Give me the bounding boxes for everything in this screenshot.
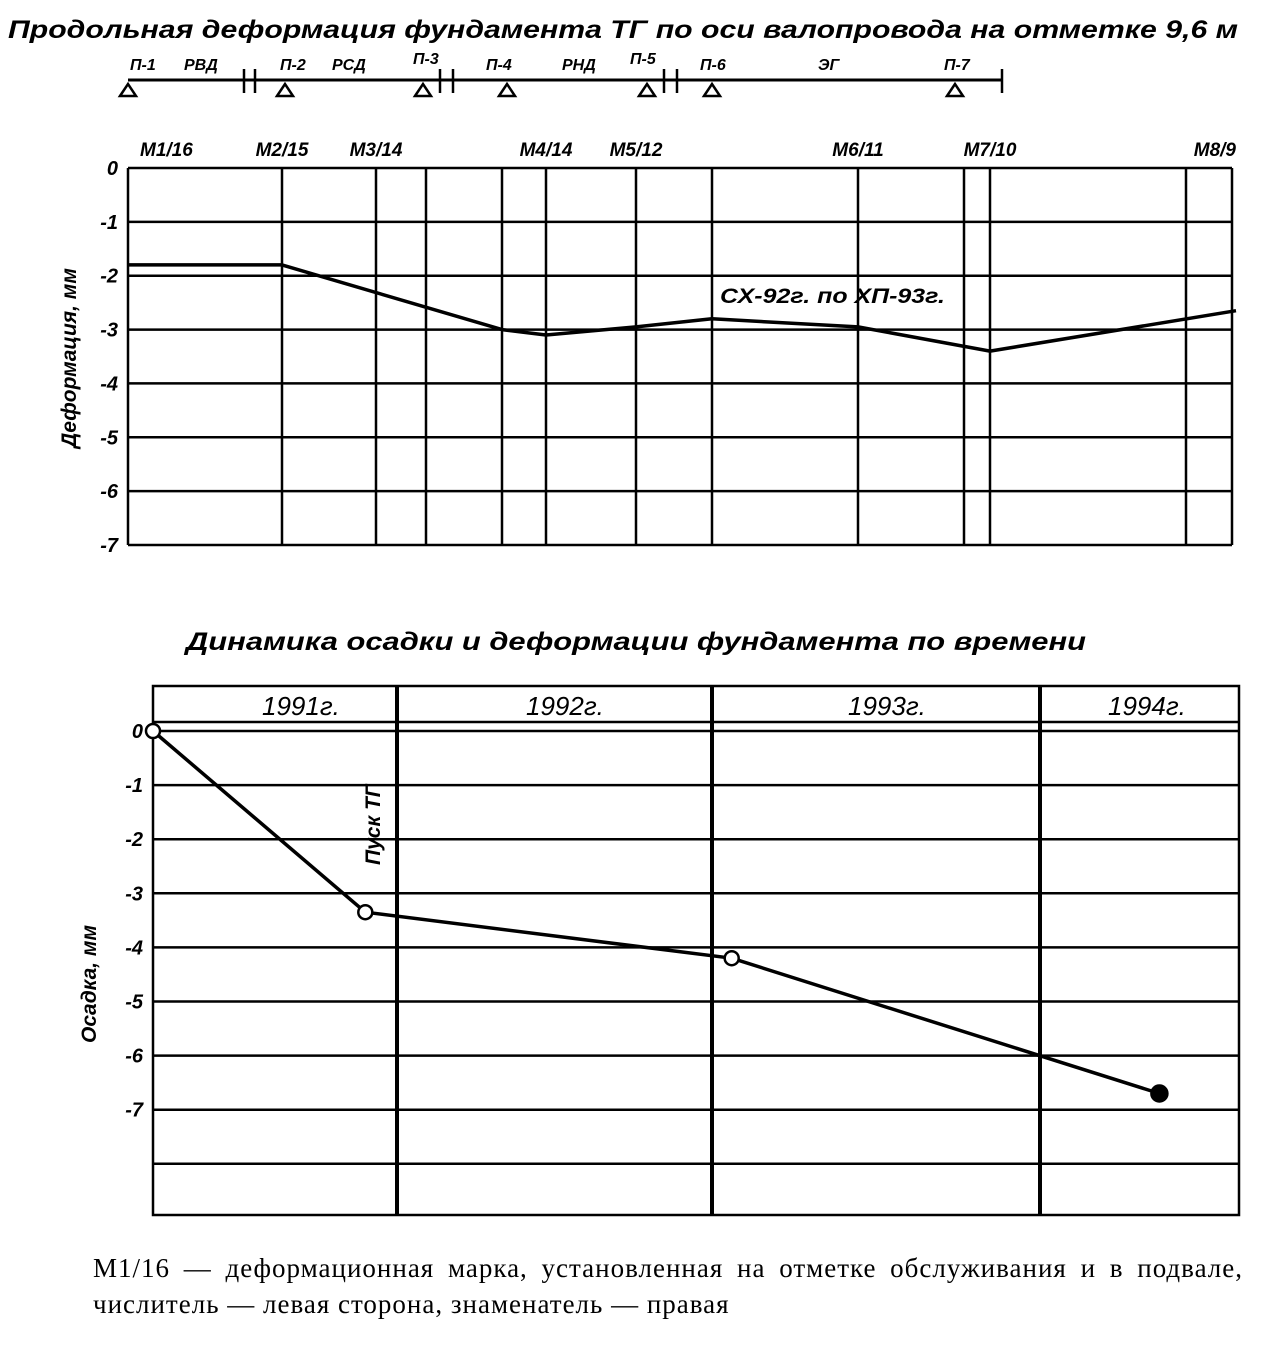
mark-label: М3/14 <box>349 140 403 161</box>
top-chart-title: Продольная деформация фундамента ТГ по оси валопровода на отметке 9,6 м <box>8 16 1238 44</box>
year-label: 1993г. <box>848 691 926 721</box>
y-tick-label: -6 <box>125 1045 143 1068</box>
y-tick-label: -5 <box>125 991 143 1014</box>
year-label: 1991г. <box>262 691 340 721</box>
mark-label: М2/15 <box>255 140 309 161</box>
y-tick-label: -7 <box>125 1099 143 1122</box>
unit-label: ЭГ <box>818 57 840 74</box>
y-tick-label: -4 <box>100 373 118 396</box>
y-tick-label: -2 <box>125 829 143 852</box>
mark-label: М1/16 <box>140 140 193 161</box>
bottom-y-axis-label: Осадка, мм <box>78 925 101 1043</box>
mark-label: М6/11 <box>832 140 884 161</box>
bottom-chart-title: Динамика осадки и деформации фундамента по времени <box>183 628 1086 656</box>
unit-label: РСД <box>332 57 366 74</box>
bearing-supports <box>120 84 963 96</box>
top-mark-labels <box>140 140 1236 161</box>
y-tick-label: -6 <box>100 481 118 504</box>
bearing-label: П-7 <box>944 57 970 74</box>
unit-label: РНД <box>562 57 596 74</box>
bottom-y-ticks <box>125 721 144 1122</box>
series-label: СХ-92г. по ХП-93г. <box>720 285 945 308</box>
mark-label: М7/10 <box>963 140 1017 161</box>
bearing-label: П-3 <box>413 51 439 68</box>
y-tick-label: -1 <box>100 211 118 234</box>
bearing-triangle-icon <box>277 84 293 96</box>
bearing-triangle-icon <box>499 84 515 96</box>
y-tick-label: -2 <box>100 265 118 288</box>
top-y-ticks <box>100 158 119 557</box>
data-point <box>1151 1086 1167 1102</box>
bearing-triangle-icon <box>120 84 136 96</box>
top-series <box>128 265 1236 351</box>
y-tick-label: -3 <box>125 883 143 906</box>
mark-label: М4/14 <box>519 140 573 161</box>
plot-frame <box>153 686 1239 1215</box>
bearing-label: П-2 <box>280 57 306 74</box>
y-tick-label: -3 <box>100 319 118 342</box>
deformation-series-line <box>128 265 1236 351</box>
bearing-triangle-icon <box>704 84 720 96</box>
bearing-strip <box>120 51 1002 96</box>
data-point <box>358 905 372 919</box>
y-tick-label: 0 <box>131 721 143 743</box>
bearing-label: П-5 <box>630 51 656 68</box>
unit-label: РВД <box>184 57 218 74</box>
bearing-triangle-icon <box>415 84 431 96</box>
top-y-axis-label: Деформация, мм <box>58 268 81 448</box>
y-tick-label: -5 <box>100 427 118 450</box>
startup-annotation: Пуск ТГ <box>362 784 385 865</box>
year-label: 1992г. <box>526 691 604 721</box>
y-tick-label: -4 <box>125 937 143 960</box>
y-tick-label: -1 <box>125 775 143 798</box>
y-tick-label: 0 <box>106 158 118 180</box>
bottom-chart-grid <box>153 686 1239 1215</box>
bearing-label: П-6 <box>700 57 726 74</box>
bottom-h-grid <box>153 731 1239 1164</box>
bottom-series <box>146 724 1167 1102</box>
mark-label: М8/9 <box>1193 140 1236 161</box>
bearing-triangle-icon <box>639 84 655 96</box>
data-point <box>725 951 739 965</box>
bearing-label: П-4 <box>486 57 512 74</box>
year-label: 1994г. <box>1108 691 1186 721</box>
top-chart-grid <box>128 168 1232 545</box>
figure-caption: М1/16 — деформационная марка, установленная на отметке обслуживания и в подвале, числитель — левая сторона, знаменатель — правая <box>93 1253 1243 1319</box>
bearing-triangle-icon <box>947 84 963 96</box>
data-point <box>146 724 160 738</box>
bottom-year-labels <box>262 691 1186 721</box>
mark-label: М5/12 <box>609 140 663 161</box>
y-tick-label: -7 <box>100 535 118 557</box>
bearing-label: П-1 <box>130 57 156 74</box>
